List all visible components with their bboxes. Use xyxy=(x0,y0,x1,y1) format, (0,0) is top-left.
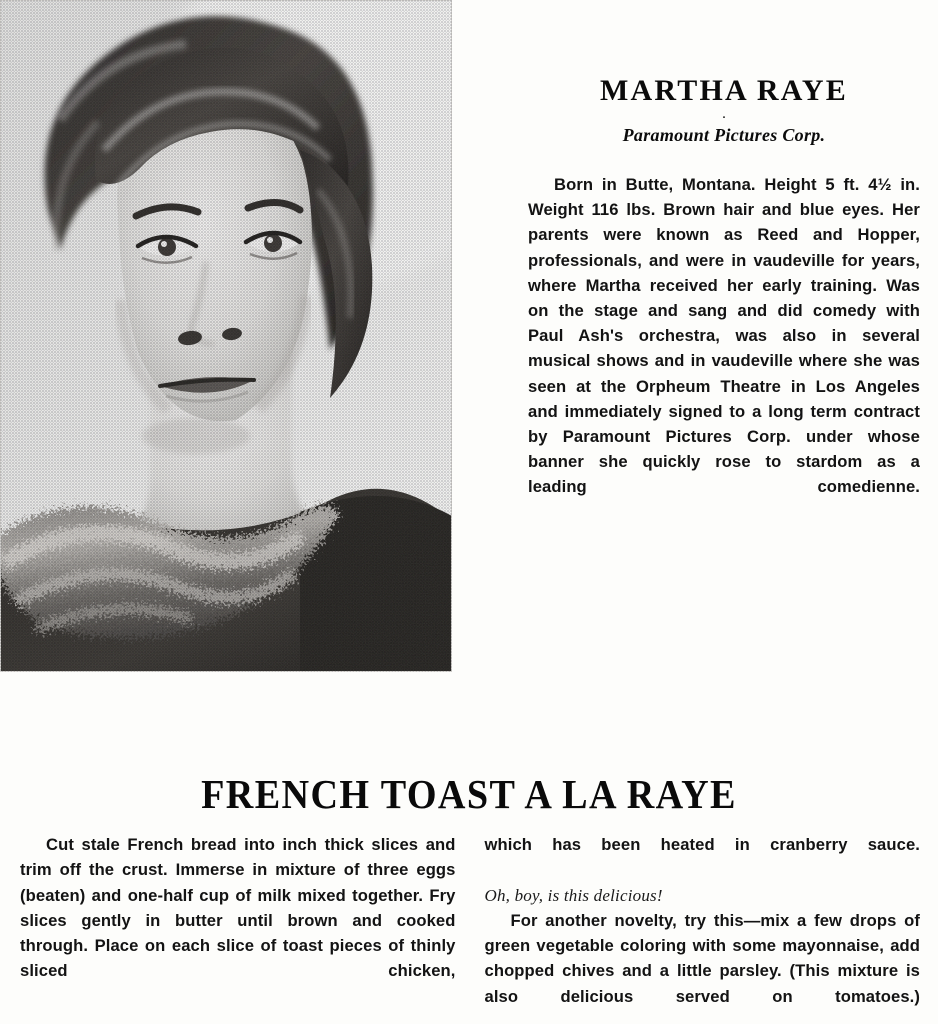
recipe-paragraph-1: Cut stale French bread into inch thick slices and trim off the crust. Immerse in mixture of three eggs (beaten) and one-half cup of milk mixed together. Fry slices gently in butter until brown and cooked through. Place on each slice of toast pieces of thinly sliced chicken, xyxy=(20,835,456,981)
recipe-title: FRENCH TOAST A LA RAYE xyxy=(201,771,737,817)
star-name: MARTHA RAYE xyxy=(600,74,848,107)
studio-name: Paramount Pictures Corp. xyxy=(622,125,826,145)
recipe-column-right xyxy=(485,832,921,1024)
biography-text: Born in Butte, Montana. Height 5 ft. 4½ in. Weight 116 lbs. Brown hair and blue eyes. Her parents were known as Reed and Hopper, professionals, and were in vaudeville for years, where Martha received her early training. Was on the stage and sang and did comedy with Paul Ash's orchestra, was also in several musical shows and in vaudeville where she was seen at the Orpheum Theatre in Los Angeles and immediately signed to a long term contract by Paramount Pictures Corp. under whose banner she quickly rose to stardom as a leading comedienne. xyxy=(528,175,920,497)
recipe-paragraph-1-continued: which has been heated in cranberry sauce. xyxy=(484,835,920,854)
recipe-paragraph-2: For another novelty, try this—mix a few drops of green vegetable coloring with some mayonnaise, add chopped chives and a little parsley. (This mixture is also delicious served on tomatoes.) xyxy=(484,910,920,1006)
portrait-illustration xyxy=(0,0,452,672)
portrait-photo xyxy=(0,0,452,672)
recipe-exclamation: Oh, boy, is this delicious! xyxy=(484,885,663,905)
biography-block xyxy=(528,74,920,525)
ornament-dot: · xyxy=(721,110,727,126)
recipe-columns xyxy=(20,832,920,1024)
recipe-column-left xyxy=(20,832,456,1024)
